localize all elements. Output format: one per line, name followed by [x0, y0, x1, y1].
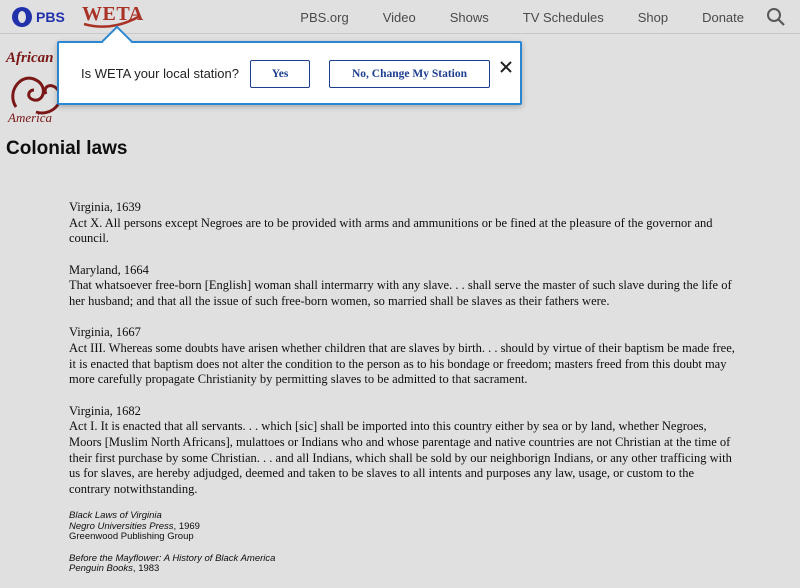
close-icon[interactable] — [498, 59, 514, 75]
source-title: Black Laws of Virginia — [69, 510, 162, 521]
source-year: , 1983 — [132, 563, 160, 575]
source-extra: Greenwood Publishing Group — [69, 531, 194, 543]
source-year: , 1969 — [173, 520, 200, 532]
nav-link-shop[interactable]: Shop — [637, 9, 669, 25]
site-logo-top-text: African — [6, 50, 54, 66]
nav-link-tv-schedules[interactable]: TV Schedules — [522, 9, 604, 25]
source-title: Before the Mayflower: A History of Black America — [69, 552, 276, 564]
law-heading: Virginia, 1639 — [69, 200, 141, 214]
nav-link-video[interactable]: Video — [382, 9, 416, 25]
station-popup — [57, 41, 522, 105]
source-publisher: Penguin Books — [69, 563, 133, 575]
change-station-button[interactable]: No, Change My Station — [329, 60, 490, 88]
law-heading: Virginia, 1667 — [69, 325, 141, 340]
law-text: Act I. It is enacted that all servants. . . which [sic] shall be imported into this country either by sea or by land, whether Negroes, Moors [Muslim North Africans], mulattoes or Indians who and whose parentage and native countries are not Christian at the time of their first purchase by some Christian. . . and all Indians, which shall be sold by our neighborign Indians, or any other trafficing with us for slaves, are hereby adjudged, deemed and taken to be slaves to all intents and purposes any law, usage, or custom to the contrary notwithstanding. — [69, 419, 732, 497]
nav-link-pbs-org[interactable]: PBS.org — [300, 9, 349, 25]
pbs-logo-text: PBS — [36, 9, 65, 25]
popup-question: Is WETA your local station? — [81, 66, 239, 81]
yes-button[interactable]: Yes — [250, 60, 310, 88]
nav-link-shows[interactable]: Shows — [449, 9, 489, 25]
law-text: Act III. Whereas some doubts have arisen whether children that are slaves by birth. . . should by virtue of their baptism be made free, it is enacted that baptism does not alter the condition to the person as to his bondage or freedom; masters freed from this doubt may more carefully propagate Christianity by permitting slaves to be admitted to that sacrament. — [69, 340, 735, 387]
weta-logo-text: WETA — [82, 3, 144, 25]
site-logo-bottom-text: America — [8, 110, 53, 125]
page-title: Colonial laws — [6, 138, 128, 159]
source-publisher: Negro Universities Press — [69, 520, 174, 532]
nav-link-donate[interactable]: Donate — [702, 9, 744, 25]
law-text: Act X. All persons except Negroes are to be provided with arms and ammunitions or be fined at the pleasure of the governor and council. — [69, 215, 713, 246]
law-heading: Maryland, 1664 — [69, 262, 149, 277]
law-heading: Virginia, 1682 — [69, 403, 141, 418]
law-text: That whatsoever free-born [English] woman shall intermarry with any slave. . . shall serve the master of such slave during the life of her husband; and that all the issue of such free-born women, so married shall be slaves as their fathers were. — [69, 278, 732, 309]
